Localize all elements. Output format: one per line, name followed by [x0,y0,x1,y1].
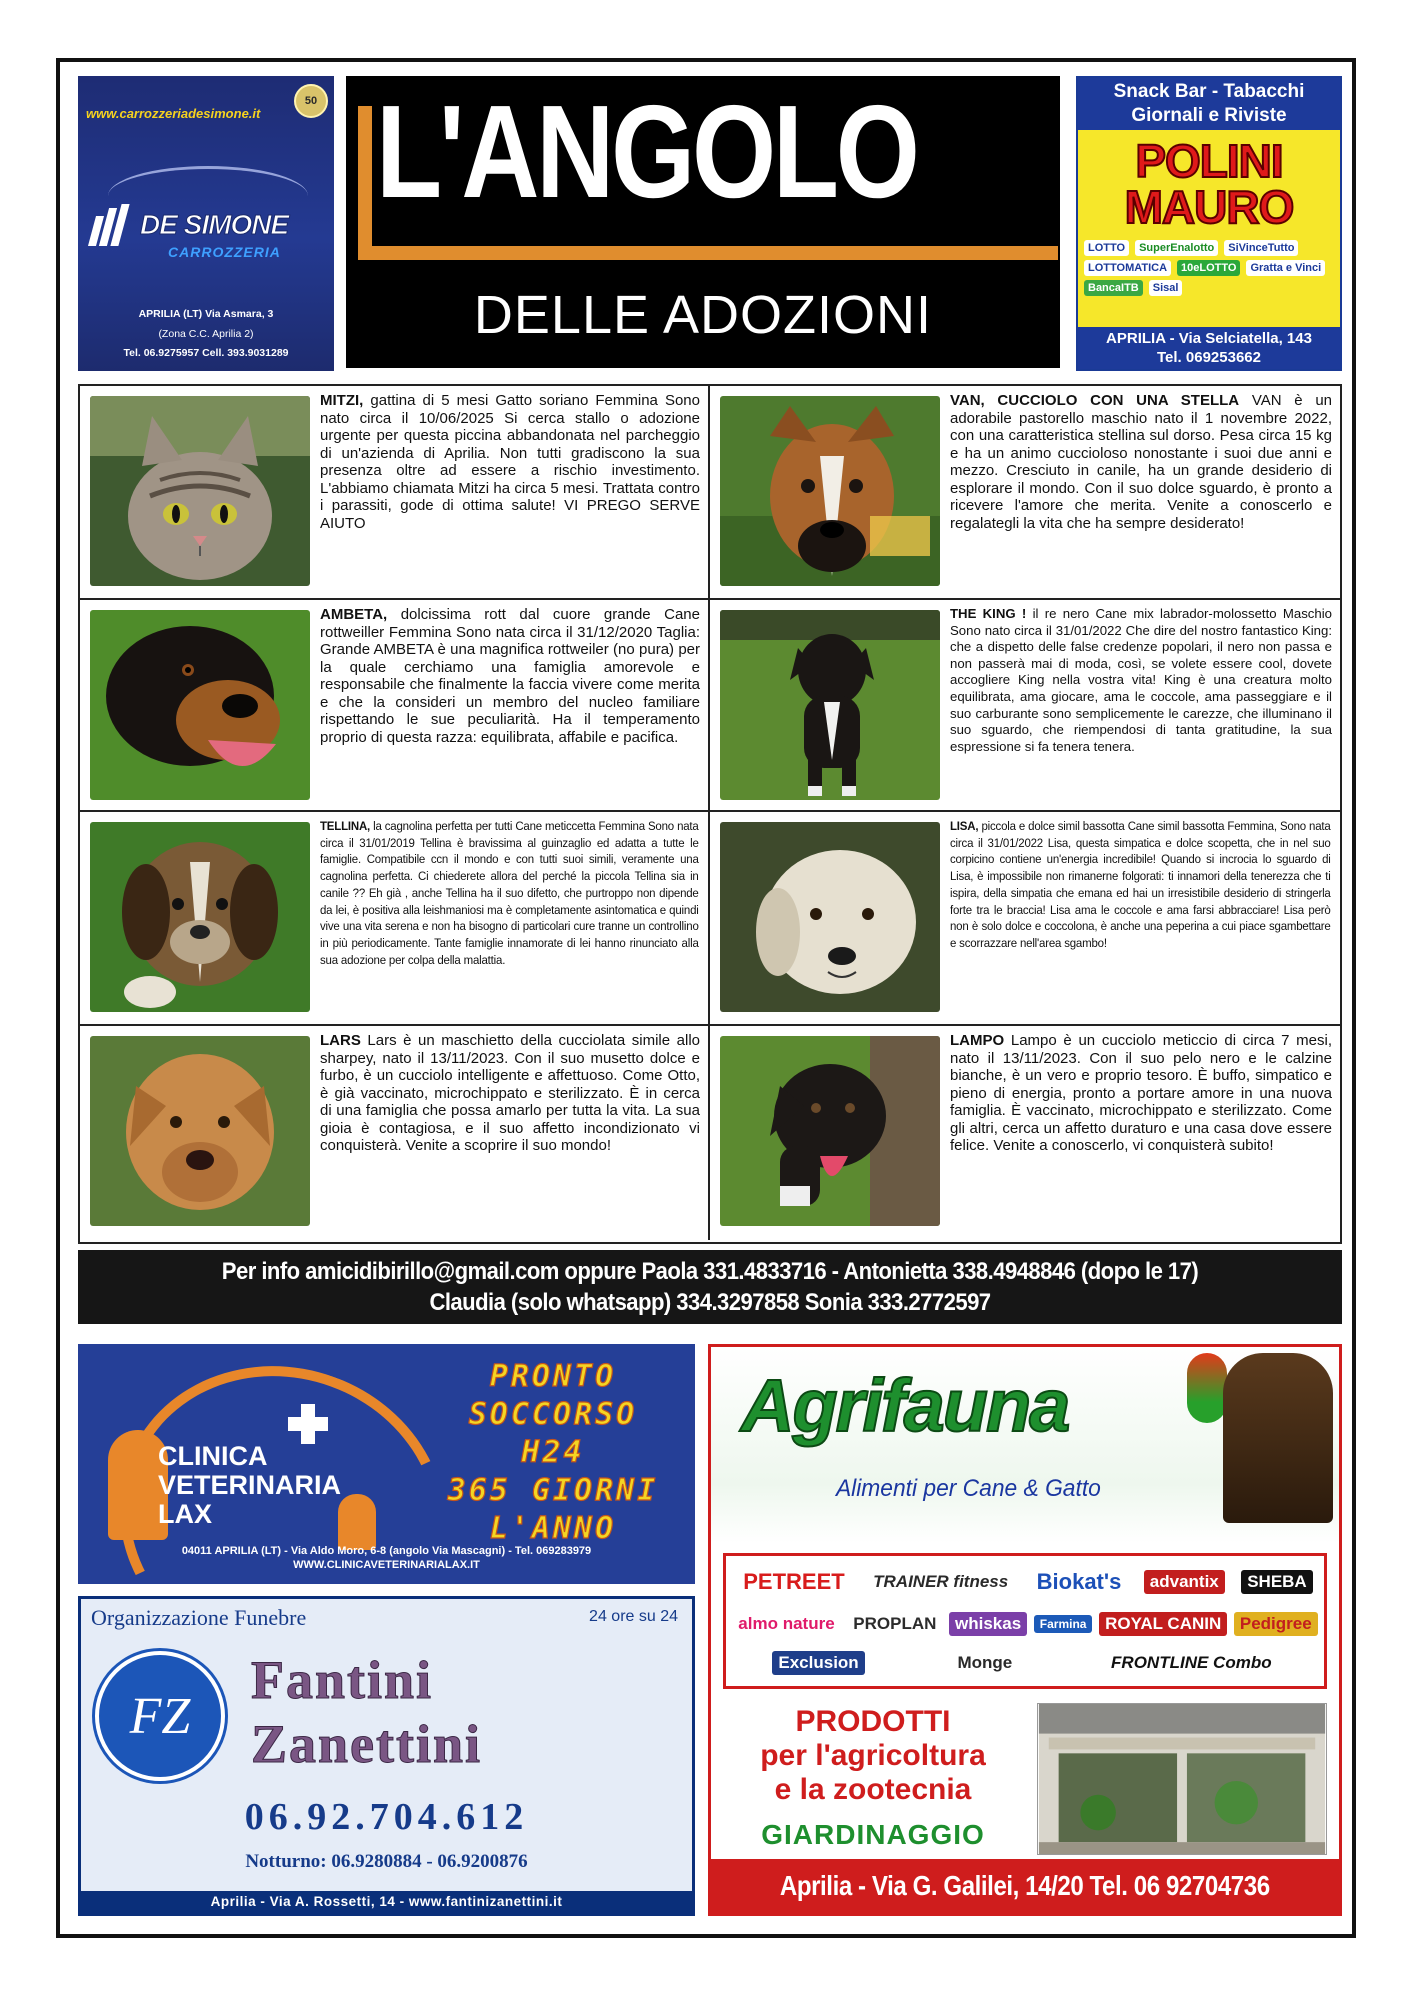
brand-logo: PETREET [743,1568,845,1594]
animal-name: MITZI, [320,392,364,409]
animal-card-king [710,600,1340,812]
animal-description: dolcissima rott dal cuore grande Cane rottweiller Femmina Sono nata circa il 31/12/2020 Taglia: Grande AMBETA è una magnifica rottweiler (no pura) per la quale cerchiamo una famiglia amorevole e responsabile che finalmente la faccia vivere come merita e che la consideri un membro del nucleo familiare rispettando le sue peculiarità. Ha il temperamento proprio di questa razza: equilibrata, affabile e pacifica. [320,606,700,746]
cat-photo-icon [90,396,310,586]
animal-card-lars [80,1026,710,1240]
masthead-corner-bar [358,106,372,256]
sisal-logo: Sisal [1149,280,1183,296]
desimone-zone: (Zona C.C. Aprilia 2) [158,328,254,340]
slogan-line: PRONTO [489,1359,617,1394]
fz-footer[interactable]: Aprilia - Via A. Rossetti, 14 - www.fantinizanettini.it [81,1891,692,1913]
brand-logo: Biokat's [1036,1568,1122,1594]
animal-text [320,606,700,746]
slogan-line: 365 GIORNI [447,1473,659,1508]
products-line: e la zootecnia [774,1773,972,1806]
polini-line2: Giornali e Riviste [1131,105,1287,126]
emergency-slogan [418,1358,688,1548]
parrot-icon [1187,1353,1227,1423]
brand-logos [723,1553,1327,1689]
brand-logo: ROYAL CANIN [1099,1612,1227,1636]
desimone-sub: CARROZZERIA [168,244,281,260]
desimone-ad [78,76,334,371]
agrifauna-products [723,1705,1023,1807]
clinic-name-2: VETERINARIA [158,1470,342,1500]
animal-name: TELLINA, [320,819,371,833]
lotto-logo: LOTTO [1084,240,1129,256]
contact-line1[interactable]: Per info amicidibirillo@gmail.com oppure Paola 331.4833716 - Antonietta 338.4948846 (dopo le 17) [221,1258,1199,1285]
adoption-grid [78,384,1342,1244]
animal-card-tellina [80,812,710,1026]
products-line: PRODOTTI [795,1705,951,1738]
animal-text [320,818,699,968]
desimone-logo [92,204,288,246]
animal-description: la cagnolina perfetta per tutti Cane meticcetta Femmina Sono nata circa il 31/01/2019 Tellina è bravissima al guinzaglio ed adatta a tutte le famiglie. Compatibile ccn il mondo e con tutti suoi simili, veramente una cagnolina perfetta. Ci chiederete allora del perché la piccola Tellina sia in canile ?? Eh già , anche Tellina ha il suo difetto, che purtroppo non dipende da lei, è positiva alla leishmaniosi ma è completamente asintomatica e quindi vive una vita serena e non ha bisogno di particolari cure tranne un controllino in più periodicamente. Tante famiglie innamorate di lei hanno rinunciato alla sua adozione per colpa della malattia. [320,819,699,967]
animal-name: LARS [320,1032,361,1049]
masthead [346,76,1060,368]
agrifauna-footer [711,1859,1339,1913]
dog-photo-icon [720,396,940,586]
clinic-website[interactable]: WWW.CLINICAVETERINARIALAX.IT [293,1559,480,1571]
polini-body [1078,130,1340,330]
10elotto-logo: 10eLOTTO [1177,260,1240,276]
slogan-line: L'ANNO [489,1511,617,1546]
fz-logo-icon: FZ [95,1651,225,1781]
dog-photo-icon [90,610,310,800]
animal-name: VAN, CUCCIOLO CON UNA STELLA [950,392,1240,409]
animal-name: THE KING ! [950,606,1027,621]
fz-name2: Zanettini [251,1714,483,1774]
polini-name1: POLINI [1135,135,1283,187]
polini-footer [1078,327,1340,369]
fz-hours: 24 ore su 24 [589,1608,678,1625]
desimone-url[interactable]: www.carrozzeriadesimone.it [86,106,261,121]
fantini-zanettini-ad [78,1596,695,1916]
polini-address: APRILIA - Via Selciatella, 143 [1106,330,1312,347]
fz-phone[interactable]: 06.92.704.612 [244,1796,529,1838]
animal-description: il re nero Cane mix labrador-molossetto Maschio Sono nato circa il 31/01/2022 Che dire del nostro fantastico King: che a dispetto delle false credenze popolari, il nero non passa e non passerà mai di moda, così, se volete essere cool, dovete accogliere King nella vostra vita! King è una creatura molto equilibrata, ama giocare, ama le coccole, ama passeggiare e il suo carburante sono semplicemente le carezze, che illuminano il suo sguardo, che riempendosi di tanta gratitudine, la sua espressione si fa tenera tenera. [950,606,1332,754]
brand-logo: Monge [957,1653,1013,1673]
slogan-line: SOCCORSO [468,1397,638,1432]
animal-name: LISA, [950,819,979,833]
polini-name2: MAURO [1124,181,1294,233]
agrifauna-gardening: GIARDINAGGIO [761,1819,985,1850]
animal-description: Lampo è un cucciolo meticcio di circa 7 mesi, nato il 13/11/2023. Con il suo pelo nero e le calzine bianche, è un vero e proprio tesoro. È buffo, simpatico e pieno di energia, pronto a portare amore in una nuova famiglia. È vaccinato, microchippato e sterilizzato. Come gli altri, cerca un affetto duraturo e una casa dove essere felice. Venite a conoscerlo, vi conquisterà subito! [950,1032,1332,1154]
brand-logo: almo nature [738,1613,835,1633]
brand-logo: SHEBA [1241,1570,1313,1594]
animal-description: piccola e dolce simil bassotta Cane simil bassotta Femmina, Sono nata circa il 31/01/2022 Lisa, questa simpatica e dolce scopetta, che in nel suo corpicino contiene un'energia incredibile! Quando si incrocia lo sguardo di Lisa, è impossibile non rimanerne folgorati: ti innamori della tenerezza che ti ispira, della simpatia che emana ed hai un irresistibile desiderio di stringerla forte tra le braccia! Lisa ama le coccole e ama farsi abbracciare! Lisa però non è solo dolce e coccolona, è anche una peperina a cui piace sgambettare e scorrazzare nell'area sgambo! [950,819,1331,950]
desimone-phones: Tel. 06.9275957 Cell. 393.9031289 [123,347,289,359]
brand-logo: FRONTLINE Combo [1111,1653,1272,1673]
masthead-underline-bar [358,246,1058,260]
animal-description: gattina di 5 mesi Gatto soriano Femmina Sono nato circa il 10/06/2025 Si cerca stallo o adozione urgente per questa piccina abbandonata nel parcheggio di un'azienda di Aprilia. Non tutti gradiscono la sua presenza oltre ad essere a rischio investimento. L'abbiamo chiamata Mitzi ha circa 5 mesi. Trattata contro i parassiti, gode di ottima salute! VI PREGO SERVE AIUTO [320,392,700,532]
dog-photo-icon [720,610,940,800]
gratta-vinci-logo: Gratta e Vinci [1246,260,1325,276]
animal-card-ambeta [80,600,710,812]
clinic-address-line: 04011 APRILIA (LT) - Via Aldo Moro, 6-8 (angolo Via Mascagni) - Tel. 069283979 [181,1545,592,1557]
brand-logo: TRAINER fitness [873,1571,1009,1591]
brand-logo: whiskas [949,1612,1027,1636]
animal-text [320,1032,700,1155]
brand-logo: PROPLAN [853,1613,937,1633]
polini-phone: Tel. 069253662 [1157,349,1261,366]
desimone-name: DE SIMONE [140,209,289,240]
fz-org: Organizzazione Funebre [91,1605,307,1630]
shop-photo-icon [1037,1703,1327,1855]
cat-silhouette-icon [338,1494,376,1550]
lottomatica-logo: LOTTOMATICA [1084,260,1171,276]
polini-header [1078,78,1340,130]
desimone-mark-icon [92,204,136,246]
sivincetutto-logo: SiVinceTutto [1224,240,1298,256]
products-line: per l'agricoltura [760,1739,986,1772]
page-title: L'ANGOLO [376,78,917,225]
dog-photo-icon [720,1036,940,1226]
clinic-name [158,1442,341,1529]
brand-logo: Exclusion [772,1651,864,1675]
dog-icon [1223,1353,1333,1523]
brand-logo: advantix [1144,1570,1225,1594]
polini-line1: Snack Bar - Tabacchi [1113,81,1305,102]
contact-line2[interactable]: Claudia (solo whatsapp) 334.3297858 Sonia 333.2772597 [429,1289,991,1316]
dog-photo-icon [90,1036,310,1226]
animal-text [320,392,700,532]
clinic-name-1: CLINICA [158,1441,268,1471]
animal-card-lampo [710,1026,1340,1240]
animal-description: VAN è un adorabile pastorello maschio nato il 1 novembre 2022, con una caratteristica stellina sul dorso. Pesa circa 15 kg e ha un animo cuccioloso nonostante i suoi due anni e mezzo. Cresciuto in canile, ha un grande desiderio di esplorare il mondo. Con il suo dolce sguardo, è pronto a ricevere l'amore che merita. Venite a conoscerlo e regalategli la vita che ha sempre desiderato! [950,392,1332,532]
animal-name: LAMPO [950,1032,1005,1049]
animal-text [950,1032,1332,1155]
fz-night-phones: Notturno: 06.9280884 - 06.9200876 [245,1851,528,1872]
polini-logos [1084,240,1334,296]
animal-card-van [710,386,1340,600]
medical-cross-icon [288,1404,328,1444]
agrifauna-header [711,1347,1339,1543]
agrifauna-address[interactable]: Aprilia - Via G. Galilei, 14/20 Tel. 06 92704736 [780,1870,1270,1901]
clinic-address [78,1544,695,1572]
contact-info-bar [78,1250,1342,1324]
superenalotto-logo: SuperEnalotto [1135,240,1218,256]
animal-card-mitzi [80,386,710,600]
polini-ad [1076,76,1342,371]
clinica-lax-ad [78,1344,695,1584]
animal-text [950,606,1332,755]
slogan-line: H24 [521,1435,585,1470]
bancaitb-logo: BancaITB [1084,280,1143,296]
animal-card-lisa [710,812,1340,1026]
dog-photo-icon [720,822,940,1012]
agrifauna-name: Agrifauna [741,1364,1069,1447]
page-subtitle: DELLE ADOZIONI [473,285,933,345]
agrifauna-tagline: Alimenti per Cane & Gatto [835,1475,1101,1502]
brand-logo: Farmina [1034,1615,1093,1633]
agrifauna-ad [708,1344,1342,1916]
anniversary-badge-icon: 50 [294,84,328,118]
animal-name: AMBETA, [320,606,388,623]
animal-text [950,392,1332,532]
brand-logo: Pedigree [1234,1612,1318,1636]
desimone-address: APRILIA (LT) Via Asmara, 3 [138,308,274,320]
dog-photo-icon [90,822,310,1012]
fz-name1: Fantini [251,1650,434,1710]
animal-text [950,818,1331,952]
clinic-name-3: LAX [158,1499,212,1529]
animal-description: Lars è un maschietto della cucciolata simile allo sharpey, nato il 13/11/2023. Con il suo musetto dolce e furbo, è un cucciolo intelligente e affettuoso. Come Otto, è già vaccinato, microchippato e sterilizzato. È in cerca di una famiglia che possa amarlo per tutta la vita. La sua gioia è contagiosa, e il suo affetto incondizionato vi conquisterà. Venite a scoprire il suo mondo! [320,1032,700,1154]
